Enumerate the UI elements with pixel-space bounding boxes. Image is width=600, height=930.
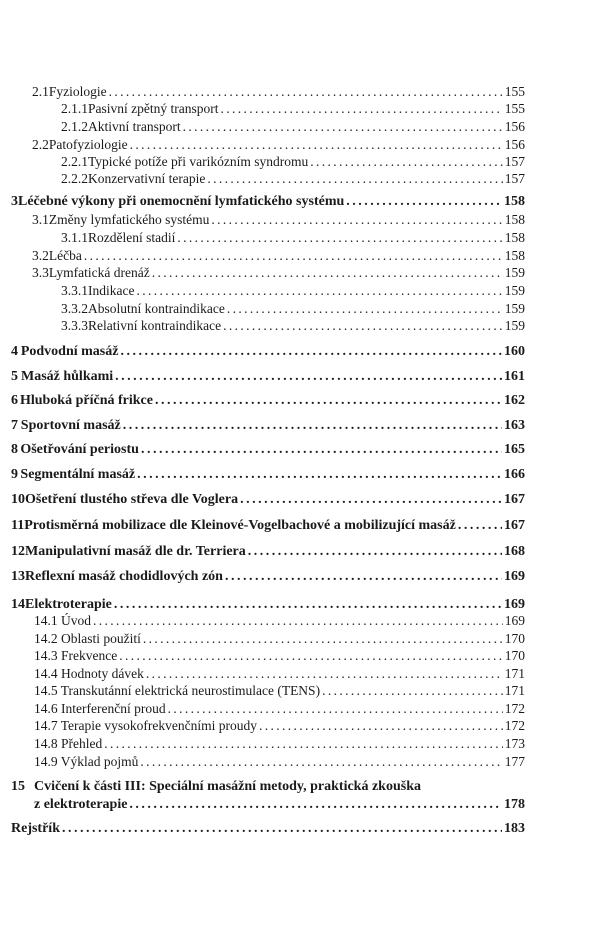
toc-entry-page-number: 158 — [504, 230, 525, 245]
toc-entry-number: 6 — [11, 393, 18, 408]
toc-entry-title: Konzervativní terapie — [88, 171, 206, 186]
dot-leader — [168, 701, 503, 717]
toc-entry[interactable] — [34, 683, 525, 699]
toc-entry-title: Patofyziologie — [48, 137, 128, 152]
toc-entry-title: 14.5 Transkutánní elektrická neurostimulace (TENS) — [34, 683, 321, 698]
toc-entry-page-number: 158 — [504, 194, 525, 209]
toc-entry-title: Změny lymfatického systému — [48, 212, 210, 227]
dot-leader — [119, 648, 503, 664]
dot-leader — [223, 318, 503, 334]
dot-leader — [141, 442, 502, 458]
toc-entry-page-number: 158 — [504, 248, 525, 263]
toc-entry-title: Lymfatická drenáž — [48, 265, 150, 280]
toc-entry-title: Rozdělení stadií — [88, 230, 176, 245]
toc-entry[interactable] — [11, 442, 525, 458]
toc-entry-title: 14.4 Hodnoty dávek — [34, 666, 144, 681]
toc-entry[interactable] — [61, 171, 525, 187]
toc-entry-page-number: 155 — [504, 84, 525, 99]
dot-leader — [458, 518, 502, 534]
toc-entry-title-line — [11, 779, 421, 795]
toc-entry-title: Relativní kontraindikace — [88, 318, 222, 333]
dot-leader — [155, 393, 502, 409]
toc-entry-title: Segmentální masáž — [20, 467, 136, 482]
toc-entry-title: Ošetření tlustého střeva dle Voglera — [25, 492, 239, 507]
dot-leader — [84, 248, 503, 264]
dot-leader — [109, 84, 503, 100]
toc-entry[interactable] — [61, 283, 525, 299]
toc-entry-page-number: 169 — [504, 613, 525, 628]
toc-entry-page-number: 158 — [504, 212, 525, 227]
toc-entry-page-number: 170 — [504, 631, 525, 646]
toc-entry-title: Ošetřování periostu — [20, 442, 139, 457]
dot-leader — [146, 666, 503, 682]
toc-entry-title: Rejstřík — [11, 821, 60, 836]
toc-entry-page-number: 155 — [504, 101, 525, 116]
dot-leader — [220, 101, 502, 117]
toc-entry-page-number: 165 — [504, 442, 525, 457]
toc-entry-title: Absolutní kontraindikace — [88, 301, 225, 316]
toc-entry[interactable] — [61, 101, 525, 117]
toc-entry-number: 2.2.2 — [61, 171, 88, 186]
dot-leader — [104, 736, 503, 752]
toc-entry-page-number: 156 — [504, 119, 525, 134]
toc-entry-page-number: 167 — [504, 518, 525, 533]
toc-entry-page-number: 167 — [504, 492, 525, 507]
toc-entry[interactable] — [32, 212, 525, 228]
toc-entry-title: 14.3 Frekvence — [34, 648, 118, 663]
toc-entry-page-number: 168 — [504, 544, 525, 559]
dot-leader — [211, 212, 502, 228]
dot-leader — [123, 418, 502, 434]
toc-entry-title: Hluboká příčná frikce — [19, 393, 153, 408]
toc-entry[interactable] — [32, 265, 525, 281]
toc-entry-page-number: 166 — [504, 467, 525, 482]
toc-entry[interactable] — [11, 467, 525, 483]
toc-entry[interactable] — [11, 344, 525, 360]
toc-entry-page-number: 157 — [504, 154, 525, 169]
toc-entry[interactable] — [11, 544, 525, 560]
dot-leader — [240, 492, 502, 508]
toc-entry[interactable] — [34, 648, 525, 664]
toc-entry[interactable] — [32, 84, 525, 100]
toc-entry-title: z elektroterapie — [34, 797, 128, 812]
toc-entry[interactable] — [61, 301, 525, 317]
toc-entry-number: 4 — [11, 344, 18, 359]
toc-entry-number: 12 — [11, 544, 25, 559]
toc-entry[interactable] — [11, 821, 525, 837]
toc-entry-number: 8 — [11, 442, 18, 457]
toc-entry-title: Podvodní masáž — [20, 344, 119, 359]
toc-entry-number: 2.1.1 — [61, 101, 88, 116]
dot-leader — [93, 613, 503, 629]
toc-entry-number: 5 — [11, 369, 18, 384]
toc-entry-page-number: 159 — [504, 265, 525, 280]
toc-entry-page-number: 162 — [504, 393, 525, 408]
dot-leader — [115, 369, 502, 385]
dot-leader — [207, 171, 502, 187]
toc-entry[interactable] — [11, 518, 525, 534]
toc-entry-page-number: 156 — [504, 137, 525, 152]
toc-entry-title: 14.9 Výklad pojmů — [34, 754, 139, 769]
toc-entry[interactable] — [32, 248, 525, 264]
toc-entry-title: 14.1 Úvod — [34, 613, 91, 628]
toc-entry[interactable] — [11, 569, 525, 585]
toc-entry[interactable] — [11, 194, 525, 210]
toc-entry-title: 14.8 Přehled — [34, 736, 103, 751]
toc-entry-page-number: 171 — [504, 683, 525, 698]
dot-leader — [136, 283, 502, 299]
toc-entry-title: Manipulativní masáž dle dr. Terriera — [25, 544, 246, 559]
toc-entry-number: 2.1 — [32, 84, 49, 99]
toc-entry[interactable] — [32, 137, 525, 153]
dot-leader — [114, 597, 502, 613]
dot-leader — [130, 137, 503, 153]
toc-entry-page-number: 169 — [504, 569, 525, 584]
dot-leader — [259, 718, 503, 734]
toc-entry-page-number: 159 — [504, 318, 525, 333]
toc-entry-number: 3.1.1 — [61, 230, 88, 245]
toc-entry[interactable] — [61, 154, 525, 170]
toc-entry[interactable] — [61, 119, 525, 135]
dot-leader — [322, 683, 503, 699]
toc-entry-number: 15 — [11, 779, 25, 794]
toc-entry-number: 13 — [11, 569, 25, 584]
toc-entry-number: 3.3 — [32, 265, 49, 280]
toc-entry[interactable] — [61, 230, 525, 246]
dot-leader — [346, 194, 502, 210]
toc-entry-number: 11 — [11, 518, 25, 533]
toc-entry[interactable] — [34, 718, 525, 734]
toc-entry-title: Masáž hůlkami — [20, 369, 114, 384]
toc-entry-page-number: 161 — [504, 369, 525, 384]
toc-entry-title: Reflexní masáž chodidlových zón — [25, 569, 223, 584]
dot-leader — [143, 631, 503, 647]
toc-entry-title: Cvičení k části III: Speciální masážní metody, praktická zkouška — [34, 779, 421, 794]
toc-entry-page-number: 163 — [504, 418, 525, 433]
toc-entry-title: Sportovní masáž — [20, 418, 121, 433]
toc-entry-page-number: 183 — [504, 821, 525, 836]
toc-entry[interactable] — [11, 597, 525, 613]
toc-entry-number: 9 — [11, 467, 18, 482]
dot-leader — [140, 754, 502, 770]
toc-entry[interactable] — [34, 701, 525, 717]
toc-entry-page-number: 177 — [504, 754, 525, 769]
toc-entry-title: 14.6 Interferenční proud — [34, 701, 166, 716]
toc-entry-page-number: 160 — [504, 344, 525, 359]
toc-entry-page-number: 172 — [504, 701, 525, 716]
dot-leader — [227, 301, 503, 317]
toc-entry[interactable] — [34, 613, 525, 629]
toc-entry-title: Elektroterapie — [25, 597, 112, 612]
dot-leader — [183, 119, 503, 135]
toc-entry-page-number: 159 — [504, 283, 525, 298]
toc-entry-page-number: 169 — [504, 597, 525, 612]
toc-entry-page-number: 178 — [504, 797, 525, 812]
toc-entry-title: Fyziologie — [48, 84, 107, 99]
toc-entry-title: 14.2 Oblasti použití — [34, 631, 141, 646]
toc-entry[interactable] — [11, 418, 525, 434]
toc-entry-number: 3.1 — [32, 212, 49, 227]
toc-entry-page-number: 173 — [504, 736, 525, 751]
toc-entry-page-number: 157 — [504, 171, 525, 186]
toc-entry-title: Pasivní zpětný transport — [88, 101, 219, 116]
toc-entry-title: Protisměrná mobilizace dle Kleinové-Vogelbachové a mobilizující masáž — [24, 518, 456, 533]
dot-leader — [62, 821, 502, 837]
toc-entry-number: 2.1.2 — [61, 119, 88, 134]
toc-entry-number: 2.2 — [32, 137, 49, 152]
dot-leader — [137, 467, 502, 483]
toc-entry[interactable] — [61, 318, 525, 334]
toc-entry-title: Indikace — [88, 283, 135, 298]
dot-leader — [152, 265, 503, 281]
toc-entry-title: Aktivní transport — [88, 119, 181, 134]
dot-leader — [225, 569, 502, 585]
toc-entry-number: 14 — [11, 597, 25, 612]
dot-leader — [129, 797, 502, 813]
toc-entry-number: 3.3.3 — [61, 318, 88, 333]
toc-entry[interactable] — [11, 369, 525, 385]
toc-entry[interactable] — [34, 666, 525, 682]
toc-entry-page-number: 171 — [504, 666, 525, 681]
toc-entry[interactable] — [34, 736, 525, 752]
toc-entry[interactable] — [11, 492, 525, 508]
toc-entry-page-number: 172 — [504, 718, 525, 733]
dot-leader — [248, 544, 502, 560]
toc-entry-title: Léčba — [48, 248, 82, 263]
toc-entry-page-number: 159 — [504, 301, 525, 316]
toc-entry-number: 10 — [11, 492, 25, 507]
dot-leader — [177, 230, 502, 246]
toc-entry[interactable] — [34, 754, 525, 770]
toc-entry-number: 3.2 — [32, 248, 49, 263]
dot-leader — [310, 154, 502, 170]
toc-entry-number: 3 — [11, 194, 18, 209]
toc-entry-title: Typické potíže při varikózním syndromu — [88, 154, 309, 169]
toc-entry[interactable] — [11, 393, 525, 409]
toc-entry-title: 14.7 Terapie vysokofrekvenčními proudy — [34, 718, 258, 733]
dot-leader — [120, 344, 502, 360]
toc-entry[interactable] — [34, 797, 525, 813]
toc-entry-title: Léčebné výkony při onemocnění lymfatického systému — [18, 194, 345, 209]
toc-entry-page-number: 170 — [504, 648, 525, 663]
toc-entry-number: 2.2.1 — [61, 154, 88, 169]
toc-entry-number: 3.3.2 — [61, 301, 88, 316]
toc-entry-number: 7 — [11, 418, 18, 433]
toc-entry-number: 3.3.1 — [61, 283, 88, 298]
toc-entry[interactable] — [34, 631, 525, 647]
